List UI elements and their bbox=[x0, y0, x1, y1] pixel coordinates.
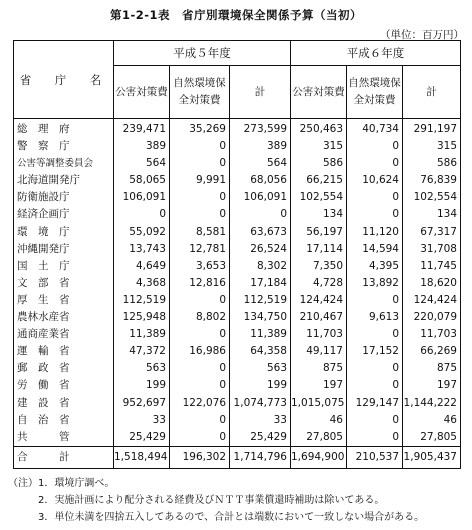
budget-value: 66,269 bbox=[403, 343, 461, 360]
budget-value: 1,074,773 bbox=[230, 395, 291, 412]
budget-value: 0 bbox=[170, 360, 230, 377]
agency-name: 沖縄開発庁 bbox=[14, 241, 114, 258]
table-row bbox=[14, 224, 461, 241]
budget-value: 8,581 bbox=[170, 224, 230, 241]
budget-value: 58,065 bbox=[114, 172, 170, 189]
table-row bbox=[14, 172, 461, 189]
budget-value: 8,802 bbox=[170, 309, 230, 326]
budget-value: 68,056 bbox=[230, 172, 291, 189]
budget-value: 315 bbox=[291, 138, 347, 155]
budget-value: 106,091 bbox=[230, 189, 291, 206]
budget-value: 1,144,222 bbox=[403, 395, 461, 412]
agency-name: 共 管 bbox=[14, 429, 114, 447]
budget-value: 875 bbox=[291, 360, 347, 377]
budget-value: 0 bbox=[347, 189, 403, 206]
budget-value: 14,594 bbox=[347, 241, 403, 258]
budget-value: 13,743 bbox=[114, 241, 170, 258]
budget-value: 11,389 bbox=[230, 326, 291, 343]
budget-value: 102,554 bbox=[403, 189, 461, 206]
year2-header: 平成６年度 bbox=[291, 41, 461, 66]
budget-value: 35,269 bbox=[170, 119, 230, 139]
table-row bbox=[14, 395, 461, 412]
budget-value: 124,424 bbox=[291, 292, 347, 309]
budget-value: 134,750 bbox=[230, 309, 291, 326]
budget-value: 134 bbox=[403, 206, 461, 223]
budget-value: 250,463 bbox=[291, 119, 347, 139]
budget-value: 563 bbox=[230, 360, 291, 377]
budget-value: 0 bbox=[230, 206, 291, 223]
budget-value: 124,424 bbox=[403, 292, 461, 309]
budget-value: 8,302 bbox=[230, 258, 291, 275]
budget-value: 18,620 bbox=[403, 275, 461, 292]
total-row bbox=[14, 446, 461, 468]
table-row bbox=[14, 292, 461, 309]
agency-name: 防衛施設庁 bbox=[14, 189, 114, 206]
budget-table bbox=[13, 40, 461, 469]
budget-value: 1,694,900 bbox=[291, 446, 347, 468]
budget-value: 199 bbox=[114, 377, 170, 394]
budget-value: 25,429 bbox=[230, 429, 291, 447]
agency-name: 警 察 庁 bbox=[14, 138, 114, 155]
budget-value: 64,358 bbox=[230, 343, 291, 360]
budget-value: 7,350 bbox=[291, 258, 347, 275]
agency-name: 通商産業省 bbox=[14, 326, 114, 343]
table-row bbox=[14, 258, 461, 275]
footnote: 2．実施計画により配分される経費及びＮＴＴ事業償還時補助は除いてある。 bbox=[8, 495, 385, 506]
budget-value: 0 bbox=[170, 206, 230, 223]
year1-header: 平成５年度 bbox=[114, 41, 291, 66]
budget-value: 273,599 bbox=[230, 119, 291, 139]
budget-value: 31,708 bbox=[403, 241, 461, 258]
table-row bbox=[14, 119, 461, 139]
subtotal-header: 計 bbox=[230, 66, 291, 119]
agency-name: 総 理 府 bbox=[14, 119, 114, 139]
budget-value: 56,197 bbox=[291, 224, 347, 241]
budget-value: 9,613 bbox=[347, 309, 403, 326]
budget-value: 11,389 bbox=[114, 326, 170, 343]
budget-value: 0 bbox=[347, 377, 403, 394]
budget-value: 0 bbox=[114, 206, 170, 223]
budget-value: 0 bbox=[170, 412, 230, 429]
budget-value: 1,714,796 bbox=[230, 446, 291, 468]
agency-name: 運 輸 省 bbox=[14, 343, 114, 360]
budget-value: 1,518,494 bbox=[114, 446, 170, 468]
budget-value: 26,524 bbox=[230, 241, 291, 258]
budget-value: 76,839 bbox=[403, 172, 461, 189]
budget-value: 33 bbox=[230, 412, 291, 429]
table-row bbox=[14, 360, 461, 377]
budget-value: 46 bbox=[291, 412, 347, 429]
table-row bbox=[14, 429, 461, 447]
budget-value: 49,117 bbox=[291, 343, 347, 360]
budget-value: 0 bbox=[347, 412, 403, 429]
agency-name: 北海道開発庁 bbox=[14, 172, 114, 189]
budget-value: 11,703 bbox=[291, 326, 347, 343]
budget-value: 12,781 bbox=[170, 241, 230, 258]
agency-name: 労 働 省 bbox=[14, 377, 114, 394]
budget-value: 4,728 bbox=[291, 275, 347, 292]
agency-name: 厚 生 省 bbox=[14, 292, 114, 309]
budget-value: 67,317 bbox=[403, 224, 461, 241]
budget-value: 47,372 bbox=[114, 343, 170, 360]
table-row bbox=[14, 343, 461, 360]
budget-value: 875 bbox=[403, 360, 461, 377]
budget-value: 112,519 bbox=[230, 292, 291, 309]
subtotal-header: 計 bbox=[403, 66, 461, 119]
budget-value: 0 bbox=[170, 377, 230, 394]
budget-value: 239,471 bbox=[114, 119, 170, 139]
budget-value: 0 bbox=[170, 155, 230, 172]
budget-value: 315 bbox=[403, 138, 461, 155]
agency-name: 農林水産省 bbox=[14, 309, 114, 326]
budget-value: 220,079 bbox=[403, 309, 461, 326]
budget-value: 563 bbox=[114, 360, 170, 377]
budget-value: 12,816 bbox=[170, 275, 230, 292]
budget-value: 564 bbox=[114, 155, 170, 172]
budget-value: 63,673 bbox=[230, 224, 291, 241]
agency-name: 自 治 省 bbox=[14, 412, 114, 429]
pollution-cost-header: 公害対策費 bbox=[291, 66, 347, 119]
budget-value: 586 bbox=[403, 155, 461, 172]
table-row bbox=[14, 138, 461, 155]
budget-value: 125,948 bbox=[114, 309, 170, 326]
budget-value: 10,624 bbox=[347, 172, 403, 189]
table-row bbox=[14, 155, 461, 172]
budget-value: 102,554 bbox=[291, 189, 347, 206]
pollution-cost-header: 公害対策費 bbox=[114, 66, 170, 119]
table-row bbox=[14, 377, 461, 394]
table-title: 第1-2-1表 省庁別環境保全関係予算（当初） bbox=[109, 8, 363, 22]
budget-value: 0 bbox=[170, 326, 230, 343]
agency-name: 合 計 bbox=[14, 446, 114, 468]
budget-value: 0 bbox=[347, 155, 403, 172]
budget-value: 0 bbox=[347, 429, 403, 447]
budget-value: 27,805 bbox=[291, 429, 347, 447]
budget-value: 564 bbox=[230, 155, 291, 172]
budget-value: 4,395 bbox=[347, 258, 403, 275]
agency-name: 国 土 庁 bbox=[14, 258, 114, 275]
budget-value: 0 bbox=[170, 429, 230, 447]
budget-value: 291,197 bbox=[403, 119, 461, 139]
budget-value: 210,467 bbox=[291, 309, 347, 326]
budget-value: 46 bbox=[403, 412, 461, 429]
budget-value: 17,184 bbox=[230, 275, 291, 292]
agency-name: 郵 政 省 bbox=[14, 360, 114, 377]
budget-value: 0 bbox=[170, 138, 230, 155]
agency-name: 経済企画庁 bbox=[14, 206, 114, 223]
budget-value: 389 bbox=[230, 138, 291, 155]
budget-value: 129,147 bbox=[347, 395, 403, 412]
budget-value: 4,649 bbox=[114, 258, 170, 275]
budget-value: 0 bbox=[170, 292, 230, 309]
table-row bbox=[14, 326, 461, 343]
budget-value: 17,114 bbox=[291, 241, 347, 258]
table-row bbox=[14, 189, 461, 206]
budget-value: 1,015,075 bbox=[291, 395, 347, 412]
budget-value: 3,653 bbox=[170, 258, 230, 275]
budget-value: 196,302 bbox=[170, 446, 230, 468]
budget-value: 11,120 bbox=[347, 224, 403, 241]
nature-conservation-header: 自然環境保全対策費 bbox=[347, 66, 403, 119]
budget-value: 1,905,437 bbox=[403, 446, 461, 468]
budget-value: 586 bbox=[291, 155, 347, 172]
footnote: 3．単位未満を四捨五入してあるので、合計とは端数において一致しない場合がある。 bbox=[8, 512, 425, 523]
budget-value: 0 bbox=[170, 189, 230, 206]
agency-name: 文 部 省 bbox=[14, 275, 114, 292]
budget-value: 11,703 bbox=[403, 326, 461, 343]
budget-value: 106,091 bbox=[114, 189, 170, 206]
table-row bbox=[14, 275, 461, 292]
budget-value: 952,697 bbox=[114, 395, 170, 412]
budget-value: 199 bbox=[230, 377, 291, 394]
table-row bbox=[14, 206, 461, 223]
table-row bbox=[14, 309, 461, 326]
budget-value: 4,368 bbox=[114, 275, 170, 292]
budget-value: 389 bbox=[114, 138, 170, 155]
budget-value: 210,537 bbox=[347, 446, 403, 468]
budget-value: 27,805 bbox=[403, 429, 461, 447]
budget-value: 134 bbox=[291, 206, 347, 223]
budget-value: 16,986 bbox=[170, 343, 230, 360]
budget-value: 25,429 bbox=[114, 429, 170, 447]
budget-value: 66,215 bbox=[291, 172, 347, 189]
agency-name: 建 設 省 bbox=[14, 395, 114, 412]
table-row bbox=[14, 412, 461, 429]
budget-value: 0 bbox=[347, 138, 403, 155]
budget-value: 122,076 bbox=[170, 395, 230, 412]
budget-value: 197 bbox=[403, 377, 461, 394]
nature-conservation-header: 自然環境保全対策費 bbox=[170, 66, 230, 119]
footnote: （注）1．環境庁調べ。 bbox=[8, 478, 115, 489]
budget-value: 112,519 bbox=[114, 292, 170, 309]
budget-value: 0 bbox=[347, 292, 403, 309]
budget-value: 17,152 bbox=[347, 343, 403, 360]
budget-value: 0 bbox=[347, 206, 403, 223]
table-row bbox=[14, 241, 461, 258]
unit-label: （単位：百万円） bbox=[380, 29, 464, 41]
budget-value: 0 bbox=[347, 326, 403, 343]
budget-value: 0 bbox=[347, 360, 403, 377]
budget-value: 33 bbox=[114, 412, 170, 429]
budget-value: 11,745 bbox=[403, 258, 461, 275]
agency-header: 省 庁 名 bbox=[14, 41, 114, 119]
footnotes bbox=[8, 475, 424, 526]
agency-name: 環 境 庁 bbox=[14, 224, 114, 241]
budget-value: 197 bbox=[291, 377, 347, 394]
budget-value: 40,734 bbox=[347, 119, 403, 139]
budget-value: 9,991 bbox=[170, 172, 230, 189]
budget-value: 55,092 bbox=[114, 224, 170, 241]
budget-value: 13,892 bbox=[347, 275, 403, 292]
agency-name: 公害等調整委員会 bbox=[14, 155, 114, 172]
